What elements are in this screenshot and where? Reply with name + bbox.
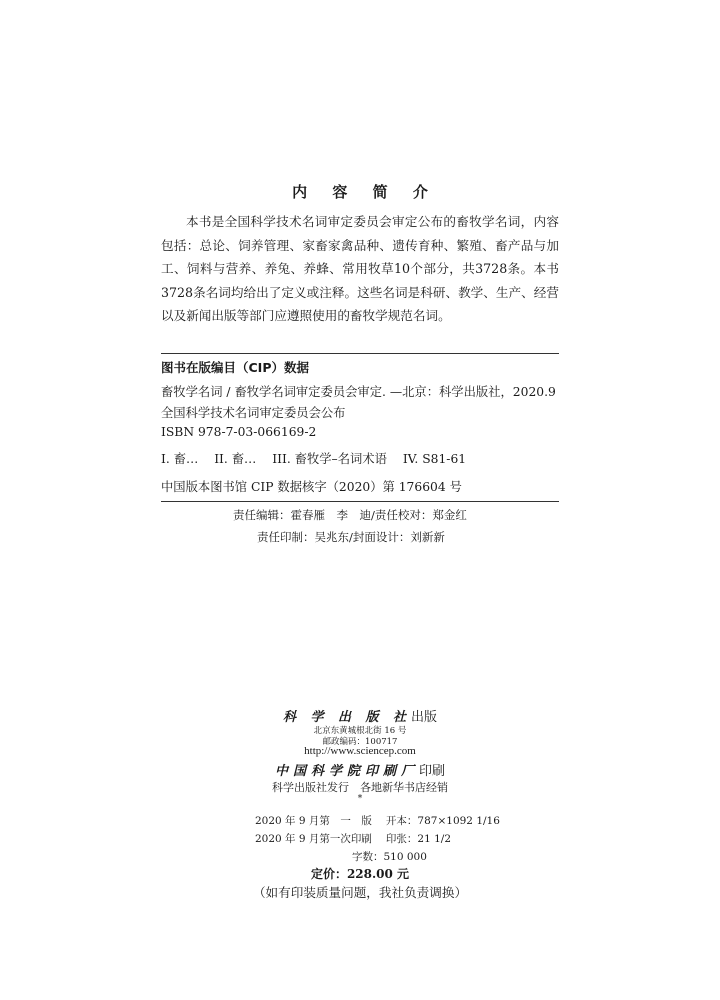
printing-date: 2020 年 9 月第一次印刷 [255, 833, 372, 845]
cip-record-number: 中国版本图书馆 CIP 数据核字（2020）第 176604 号 [161, 480, 462, 494]
printer-suffix: 印刷 [419, 764, 446, 779]
quality-notice: （如有印装质量问题，我社负责调换） [252, 885, 468, 900]
price: 定价：228.00 元 [310, 867, 410, 881]
summary-body: 本书是全国科学技术名词审定委员会审定公布的畜牧学名词，内容包括：总论、饲养管理、家畜家禽品种、遗传育种、繁殖、畜产品与加工、饲料与营养、养兔、养蜂、常用牧草10个部分，共3728条。本书3728条名词均给出了定义或注释。这些名词是科研、教学、生产、经营以及新闻出版等部门应遵照使用的畜牧学规范名词。 [161, 214, 559, 323]
cip-class-item: III. 畜牧学–名词术语 [272, 452, 387, 466]
publisher-address: 北京东黄城根北街 16 号 [313, 726, 407, 736]
publisher-suffix: 出版 [411, 710, 438, 725]
stats-row-edition [255, 812, 500, 830]
cip-class-item: II. 畜… [214, 452, 257, 466]
publisher-url: http://www.sciencep.com [304, 745, 416, 757]
cip-title-line: 畜牧学名词 / 畜牧学名词审定委员会审定. —北京：科学出版社，2020.9 [161, 385, 556, 399]
cip-issuer-line: 全国科学技术名词审定委员会公布 [161, 406, 346, 420]
credits-block [233, 504, 467, 548]
credits-editors: 责任编辑：霍春雁 李 迪/责任校对：郑金红 [233, 508, 467, 522]
cip-top-rule [161, 353, 559, 354]
cip-classification [161, 449, 478, 467]
cip-class-item: I. 畜… [161, 452, 199, 466]
cip-class-item: IV. S81-61 [402, 452, 467, 466]
cip-isbn: ISBN 978-7-03-066169-2 [161, 425, 317, 439]
printed-sheets: 印张：21 1/2 [385, 833, 452, 845]
publisher-line [0, 706, 720, 725]
book-format: 开本：787×1092 1/16 [385, 815, 500, 827]
distribution-line: 科学出版社发行 各地新华书店经销 [272, 781, 448, 794]
cip-bottom-rule [161, 501, 559, 502]
publication-stats [255, 812, 500, 866]
publisher-logotype: 科 学 出 版 社 [282, 710, 412, 725]
printer-logotype: 中国科学院印刷厂 [274, 764, 419, 779]
credits-production: 责任印制：吴兆东/封面设计：刘新新 [257, 530, 445, 544]
edition-date: 2020 年 9 月第 一 版 [255, 815, 372, 827]
separator-star: * [357, 794, 363, 804]
stats-row-printing [255, 830, 500, 848]
word-count: 字数：510 000 [352, 851, 427, 863]
cip-heading: 图书在版编目（CIP）数据 [161, 360, 309, 375]
printer-line [0, 760, 720, 779]
summary-title: 内 容 简 介 [292, 183, 438, 201]
publisher-postcode: 邮政编码：100717 [322, 737, 398, 747]
